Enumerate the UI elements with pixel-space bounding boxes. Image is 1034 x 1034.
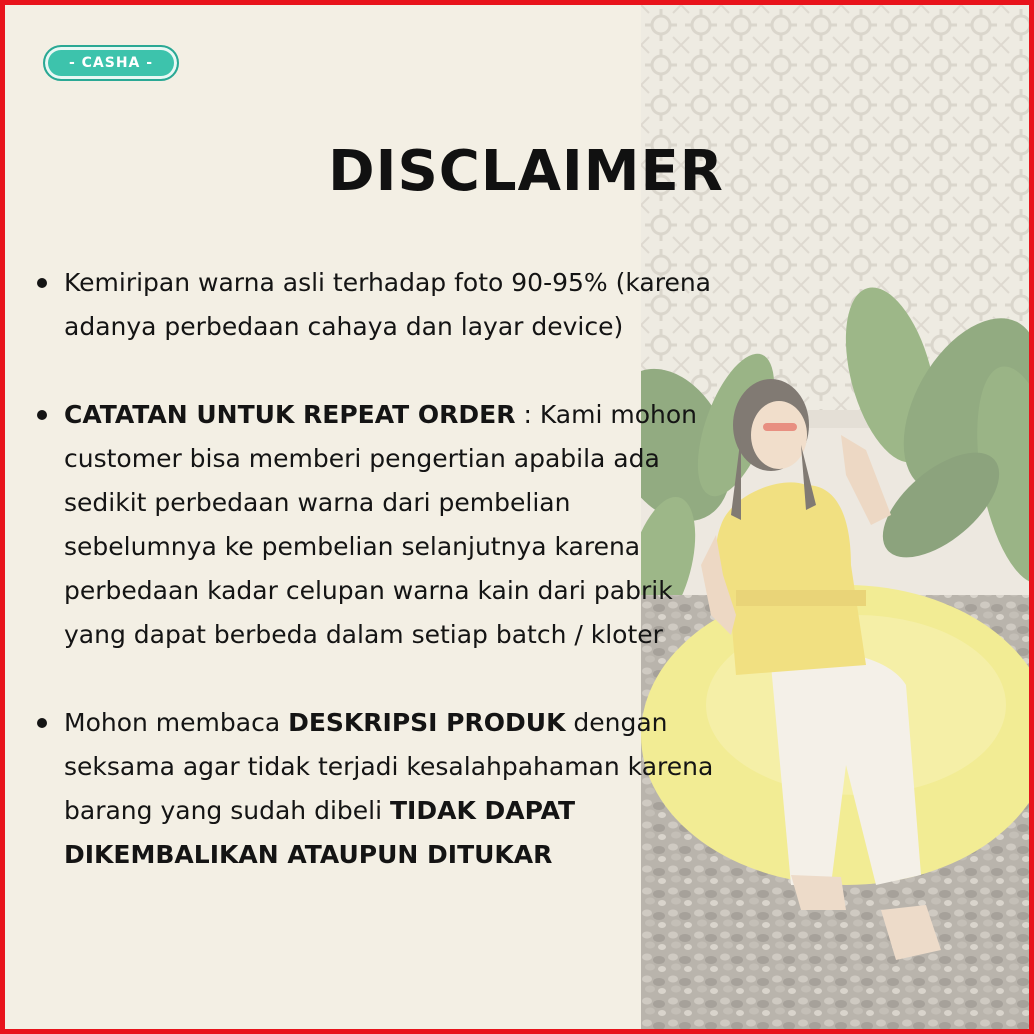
list-item	[29, 701, 719, 877]
list-item	[29, 393, 719, 657]
bullet-icon	[37, 278, 47, 288]
bullet-text: Mohon membaca	[64, 708, 289, 737]
bullet-bold-text: TIDAK DAPAT DIKEMBALIKAN ATAUPUN DITUKAR	[64, 796, 576, 869]
bullet-bold-text: DESKRIPSI PRODUK	[288, 708, 566, 737]
casha-logo	[43, 45, 179, 81]
list-item	[29, 261, 719, 349]
logo-text: - CASHA -	[68, 55, 154, 71]
bullet-text: : Kami mohon customer bisa memberi pengertian apabila ada sedikit perbedaan warna dari pembelian sebelumnya ke pembelian selanjutnya karena perbedaan kadar celupan warna kain dari pabrik yang dapat berbeda dalam setiap batch / kloter	[64, 400, 697, 649]
bullet-icon	[37, 410, 47, 420]
bullet-text: Kemiripan warna asli terhadap foto 90-95% (karena adanya perbedaan cahaya dan layar device)	[64, 268, 711, 341]
disclaimer-list	[29, 261, 719, 921]
bullet-bold-text: CATATAN UNTUK REPEAT ORDER	[64, 400, 516, 429]
bullet-text: dengan seksama agar tidak terjadi kesalahpahaman karena barang yang sudah dibeli	[64, 708, 714, 825]
page-title: DISCLAIMER	[328, 139, 724, 204]
bullet-icon	[37, 718, 47, 728]
